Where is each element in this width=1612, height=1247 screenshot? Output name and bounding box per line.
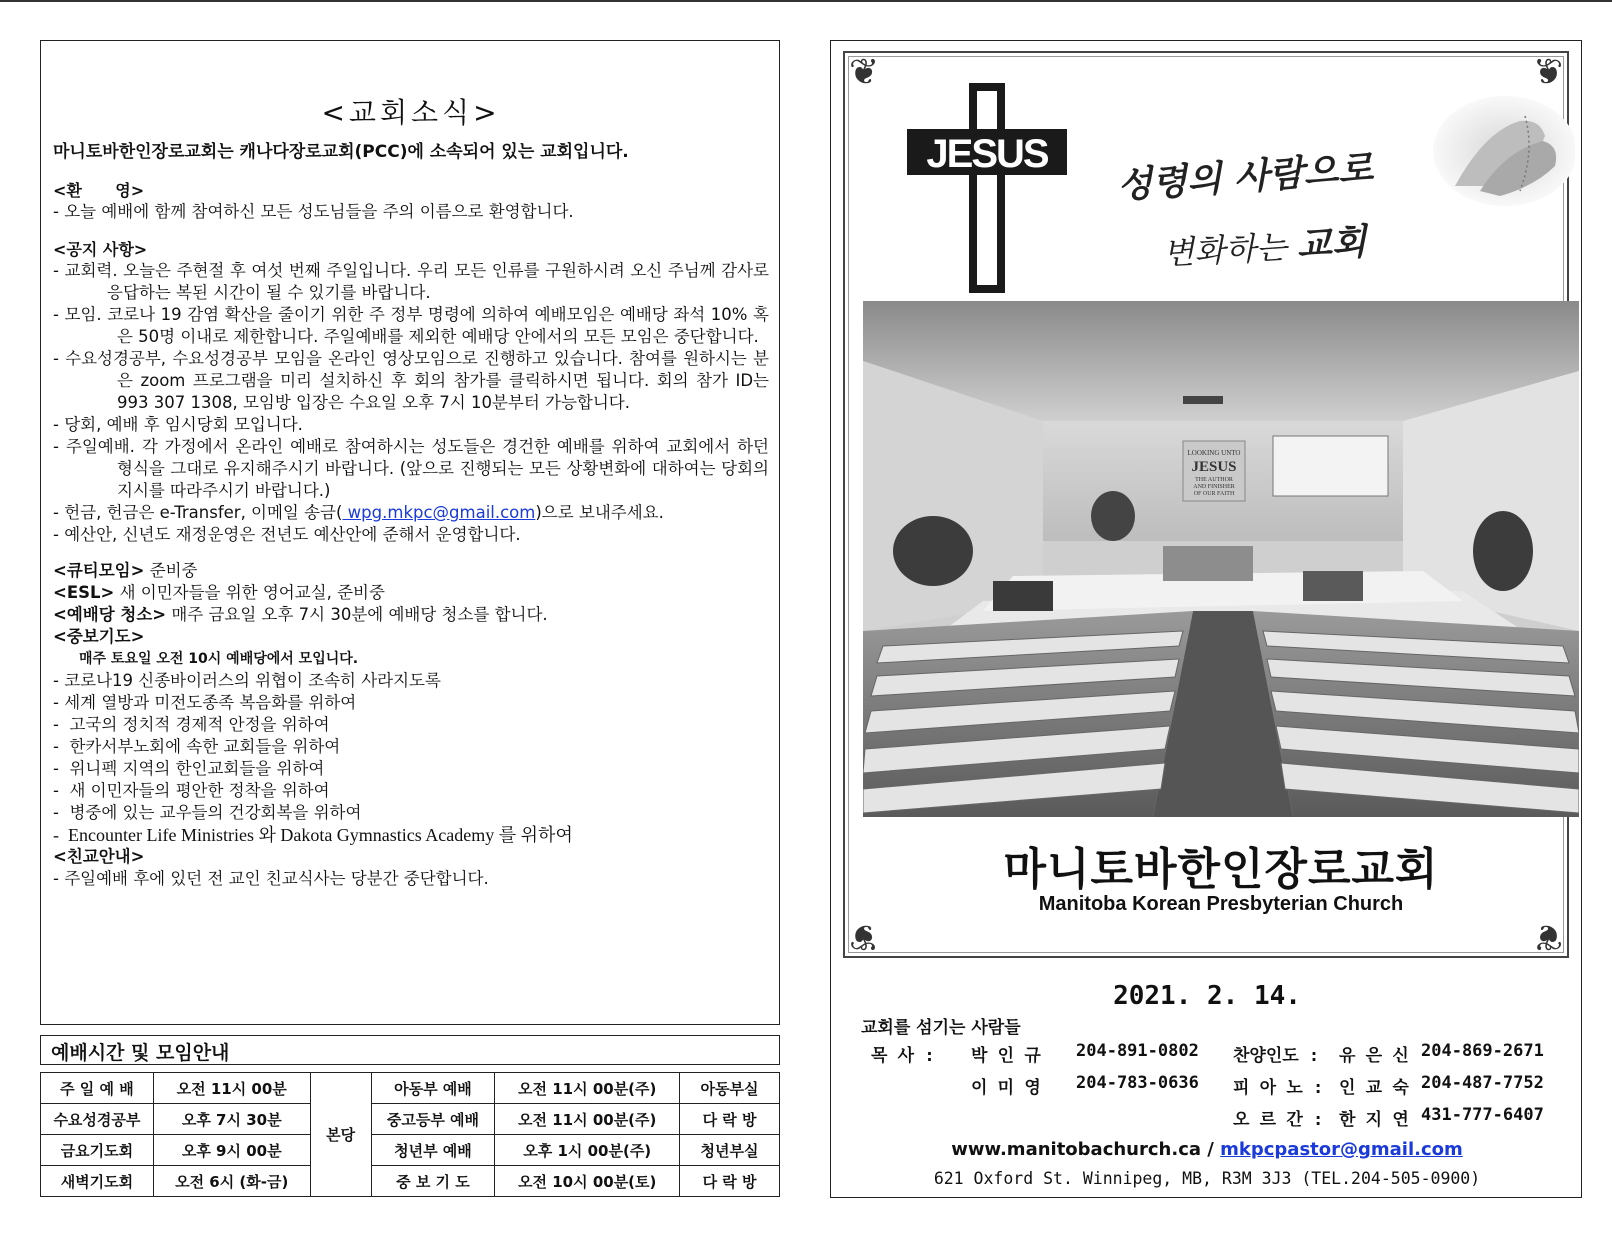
cleaning-heading: <예배당 청소> bbox=[53, 605, 167, 624]
table-row bbox=[41, 1104, 780, 1135]
schedule-time: 오전 11시 00분(주) bbox=[495, 1104, 680, 1135]
organ-name: 한 지 연 bbox=[1339, 1110, 1409, 1130]
cleaning-line bbox=[53, 604, 769, 626]
corner-ornament-icon: ❦ bbox=[1532, 916, 1563, 957]
sanctuary-photo bbox=[863, 301, 1579, 817]
church-name-korean: 마니토바한인장로교회 bbox=[1003, 844, 1439, 895]
prayer-item: - 위니펙 지역의 한인교회들을 위하여 bbox=[53, 759, 325, 778]
offering-text: - 헌금, 헌금은 e-Transfer, 이메일 송금( bbox=[53, 503, 343, 522]
schedule-name: 중 보 기 도 bbox=[371, 1166, 495, 1197]
prayer-heading: <중보기도> bbox=[53, 627, 145, 646]
offering-item bbox=[53, 502, 769, 524]
fellowship-heading: <친교안내> bbox=[53, 847, 145, 866]
news-intro: 마니토바한인장로교회는 캐나다장로교회(PCC)에 소속되어 있는 교회입니다. bbox=[53, 142, 629, 162]
notice-item: - 당회, 예배 후 임시당회 모입니다. bbox=[53, 415, 303, 434]
schedule-name: 주 일 예 배 bbox=[41, 1073, 154, 1104]
staff-row bbox=[861, 1105, 1561, 1137]
banner-text: AND FINISHER bbox=[1193, 484, 1235, 490]
top-border bbox=[0, 0, 1612, 2]
schedule-title: 예배시간 및 모임안내 bbox=[40, 1035, 780, 1065]
schedule-table bbox=[40, 1072, 780, 1197]
offering-email-link[interactable]: wpg.mkpc@gmail.com bbox=[342, 503, 536, 522]
slogan-bold: 교회 bbox=[1295, 220, 1368, 267]
organ-label: 오 르 간 : bbox=[1233, 1110, 1324, 1130]
esl-heading: <ESL> bbox=[53, 583, 115, 602]
notice-item: - 교회력. 오늘은 주현절 후 여섯 번째 주일입니다. 우리 모든 인류를 구원하시려 오신 주님께 감사로 응답하는 복된 시간이 될 수 있기를 바랍니다. bbox=[53, 261, 769, 302]
prayer-item: - 병중에 있는 교우들의 건강회복을 위하여 bbox=[53, 803, 362, 822]
choir-phone: 204-869-2671 bbox=[1421, 1041, 1544, 1061]
schedule-time: 오전 11시 00분(주) bbox=[495, 1073, 680, 1104]
cleaning-text: 매주 금요일 오후 7시 30분에 예배당 청소를 합니다. bbox=[166, 605, 548, 624]
slogan-line2-text: 변화하는 bbox=[1162, 227, 1298, 273]
prayer-item-ministries: - Encounter Life Ministries 와 Dakota Gymnastics Academy 를 위하여 bbox=[53, 825, 573, 845]
choir-name: 유 은 신 bbox=[1339, 1046, 1409, 1066]
prayer-item: - 고국의 정치적 경제적 안정을 위하여 bbox=[53, 715, 330, 734]
jesus-cross-logo bbox=[907, 83, 1067, 293]
table-row bbox=[41, 1135, 780, 1166]
qt-heading: <큐티모임> bbox=[53, 561, 145, 580]
piano-name: 인 교 숙 bbox=[1339, 1078, 1409, 1098]
qt-line bbox=[53, 560, 769, 582]
welcome-text: - 오늘 예배에 함께 참여하신 모든 성도님들을 주의 이름으로 환영합니다. bbox=[53, 202, 574, 221]
pastor-phone: 204-783-0636 bbox=[1076, 1073, 1199, 1093]
logo-text: JESUS bbox=[926, 132, 1048, 176]
schedule-place-main: 본당 bbox=[310, 1073, 371, 1197]
schedule-time: 오전 6시 (화-금) bbox=[153, 1166, 310, 1197]
schedule-name: 새벽기도회 bbox=[41, 1166, 154, 1197]
schedule-name: 청년부 예배 bbox=[371, 1135, 495, 1166]
schedule-place: 청년부실 bbox=[680, 1135, 780, 1166]
notice-item: - 주일예배. 각 가정에서 온라인 예배로 참여하시는 성도들은 경건한 예배를 위하여 교회에서 하던 형식을 그대로 유지해주시기 바랍니다. (앞으로 진행되는 모든 상황변화에 대하여는 당회의 지시를 따라주시기 바랍니다.) bbox=[53, 437, 769, 500]
schedule-time: 오후 9시 00분 bbox=[153, 1135, 310, 1166]
table-row bbox=[41, 1166, 780, 1197]
fellowship-text: - 주일예배 후에 있던 전 교인 친교식사는 당분간 중단합니다. bbox=[53, 869, 489, 888]
schedule-name: 중고등부 예배 bbox=[371, 1104, 495, 1135]
piano-phone: 204-487-7752 bbox=[1421, 1073, 1544, 1093]
corner-ornament-icon: ❦ bbox=[1532, 52, 1563, 93]
notice-heading: <공지 사항> bbox=[53, 240, 148, 259]
schedule-name: 금요기도회 bbox=[41, 1135, 154, 1166]
esl-text: 새 이민자들을 위한 영어교실, 준비중 bbox=[114, 583, 385, 602]
schedule-place: 아동부실 bbox=[680, 1073, 780, 1104]
schedule-name: 아동부 예배 bbox=[371, 1073, 495, 1104]
servants-title: 교회를 섬기는 사람들 bbox=[861, 1018, 1021, 1038]
website-line bbox=[831, 1139, 1583, 1160]
qt-text: 준비중 bbox=[144, 561, 198, 580]
church-address: 621 Oxford St. Winnipeg, MB, R3M 3J3 (TEL.204-505-0900) bbox=[933, 1169, 1481, 1188]
pastor-label: 목 사 : bbox=[871, 1046, 935, 1066]
corner-ornament-icon: ❦ bbox=[849, 916, 880, 957]
prayer-item: - 코로나19 신종바이러스의 위협이 조속히 사라지도록 bbox=[53, 671, 441, 690]
notice-item: - 수요성경공부, 수요성경공부 모임을 온라인 영상모임으로 진행하고 있습니다. 참여를 원하시는 분은 zoom 프로그램을 미리 설치하신 후 회의 참가를 클릭하시면 됩니다. 회의 참가 ID는 993 307 1308, 모임방 입장은 수요일 오후 7시 10분부터 가능합니다. bbox=[53, 349, 769, 412]
ornate-frame bbox=[843, 51, 1569, 958]
website-text: www.manitobachurch.ca / bbox=[951, 1139, 1221, 1160]
esl-line bbox=[53, 582, 769, 604]
slogan-line2 bbox=[1162, 214, 1368, 276]
banner-text: OF OUR FAITH bbox=[1193, 491, 1235, 497]
offering-text-end: )으로 보내주세요. bbox=[535, 503, 664, 522]
church-name-english: Manitoba Korean Presbyterian Church bbox=[1038, 893, 1404, 915]
church-news-panel bbox=[40, 40, 780, 1025]
banner-text: JESUS bbox=[1191, 459, 1237, 475]
news-title: <교회소식> bbox=[321, 96, 501, 129]
prayer-subtitle: 매주 토요일 오전 10시 예배당에서 모입니다. bbox=[79, 651, 359, 667]
pastor-name: 이 미 영 bbox=[971, 1078, 1041, 1098]
pastor-email-link[interactable]: mkpcpastor@gmail.com bbox=[1220, 1139, 1463, 1160]
organ-phone: 431-777-6407 bbox=[1421, 1105, 1544, 1125]
choir-label: 찬양인도 : bbox=[1233, 1046, 1320, 1066]
pastor-name: 박 인 규 bbox=[971, 1046, 1041, 1066]
budget-item: - 예산안, 신년도 재정운영은 전년도 예산안에 준해서 운영합니다. bbox=[53, 525, 521, 544]
schedule-name: 수요성경공부 bbox=[41, 1104, 154, 1135]
notice-item: - 모임. 코로나 19 감염 확산을 줄이기 위한 주 정부 명령에 의하여 예배모임은 예배당 좌석 10% 혹은 50명 이내로 제한합니다. 주일예배를 제외한 예배당 안에서의 모든 모임은 중단합니다. bbox=[53, 305, 769, 346]
schedule-time: 오후 1시 00분(주) bbox=[495, 1135, 680, 1166]
schedule-place: 다 락 방 bbox=[680, 1104, 780, 1135]
bulletin-cover bbox=[830, 40, 1582, 1198]
banner-text: LOOKING UNTO bbox=[1187, 449, 1241, 457]
slogan-line1: 성령의 사람으로 bbox=[1116, 147, 1375, 207]
staff-row bbox=[861, 1073, 1561, 1105]
prayer-item: - 세계 열방과 미전도종족 복음화를 위하여 bbox=[53, 693, 357, 712]
schedule-time: 오전 11시 00분 bbox=[153, 1073, 310, 1104]
staff-list bbox=[861, 1041, 1561, 1137]
staff-row bbox=[861, 1041, 1561, 1073]
schedule-place: 다 락 방 bbox=[680, 1166, 780, 1197]
banner-text: THE AUTHOR bbox=[1195, 477, 1233, 483]
prayer-item: - 새 이민자들의 평안한 정착을 위하여 bbox=[53, 781, 330, 800]
table-row bbox=[41, 1073, 780, 1104]
pastor-phone: 204-891-0802 bbox=[1076, 1041, 1199, 1061]
prayer-item: - 한카서부노회에 속한 교회들을 위하여 bbox=[53, 737, 341, 756]
welcome-heading: <환 영> bbox=[53, 181, 145, 200]
bulletin-date: 2021. 2. 14. bbox=[1113, 981, 1301, 1011]
piano-label: 피 아 노 : bbox=[1233, 1078, 1324, 1098]
schedule-time: 오전 10시 00분(토) bbox=[495, 1166, 680, 1197]
corner-ornament-icon: ❦ bbox=[849, 52, 880, 93]
schedule-time: 오후 7시 30분 bbox=[153, 1104, 310, 1135]
praying-hands-image bbox=[1425, 91, 1575, 211]
